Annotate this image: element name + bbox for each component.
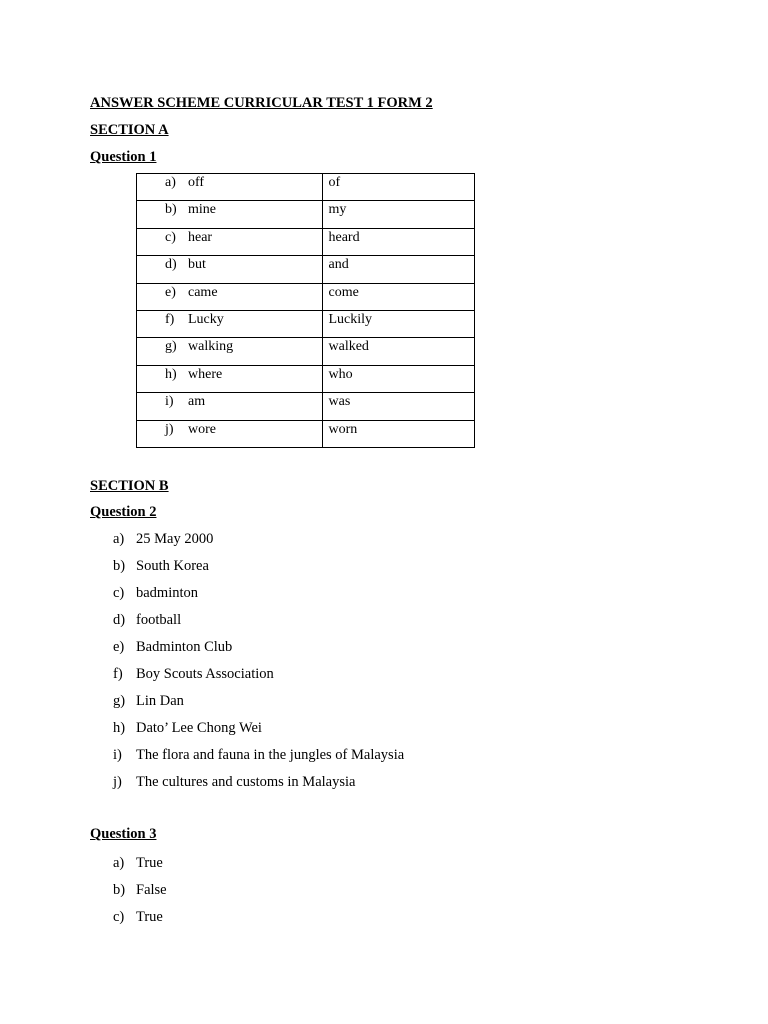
table-row [137, 283, 475, 310]
error-word: wore [188, 421, 216, 437]
table-row [137, 310, 475, 337]
correction-cell: who [322, 365, 475, 392]
list-item [113, 584, 404, 611]
item-letter: d) [113, 612, 126, 628]
error-word: but [188, 257, 206, 273]
list-item [113, 665, 404, 692]
item-letter: j) [165, 421, 174, 437]
correction-cell: walked [322, 338, 475, 365]
item-letter: d) [165, 257, 177, 273]
error-word: Lucky [188, 311, 224, 327]
answer-text: 25 May 2000 [136, 531, 214, 547]
item-letter: h) [165, 366, 177, 382]
error-word: where [188, 366, 223, 382]
answer-text: South Korea [136, 558, 209, 574]
error-cell [137, 420, 323, 447]
table-row [137, 201, 475, 228]
correction-cell: and [322, 256, 475, 283]
correction-cell: of [322, 174, 475, 201]
item-letter: g) [113, 693, 126, 709]
answer-text: Boy Scouts Association [136, 666, 274, 682]
list-item [113, 719, 404, 746]
item-letter: i) [113, 747, 122, 763]
answer-text: True [136, 909, 163, 925]
question-2-answers [113, 530, 404, 800]
error-cell [137, 310, 323, 337]
error-cell [137, 228, 323, 255]
item-letter: a) [165, 175, 176, 190]
item-letter: f) [113, 666, 123, 682]
list-item [113, 881, 167, 908]
item-letter: b) [113, 558, 126, 574]
list-item [113, 908, 167, 935]
error-word: hear [188, 229, 213, 245]
item-letter: a) [113, 855, 125, 871]
item-letter: b) [113, 882, 126, 898]
table-row [137, 228, 475, 255]
item-letter: h) [113, 720, 126, 736]
question-3-answers [113, 854, 167, 935]
item-letter: c) [113, 585, 125, 601]
section-b-heading: SECTION B [90, 478, 169, 494]
answer-text: Badminton Club [136, 639, 233, 655]
correction-cell: my [322, 201, 475, 228]
error-cell [137, 256, 323, 283]
correction-cell: worn [322, 420, 475, 447]
answer-text: football [136, 612, 182, 628]
answer-text: badminton [136, 585, 199, 601]
item-letter: a) [113, 531, 125, 547]
list-item [113, 530, 404, 557]
table-row [137, 256, 475, 283]
error-cell [137, 201, 323, 228]
question-3-heading: Question 3 [90, 826, 157, 842]
item-letter: b) [165, 202, 177, 218]
question-2-heading: Question 2 [90, 504, 157, 520]
answer-text: Dato’ Lee Chong Wei [136, 720, 262, 736]
answer-text: False [136, 882, 167, 898]
list-item [113, 557, 404, 584]
section-a-heading: SECTION A [90, 122, 169, 138]
list-item [113, 611, 404, 638]
correction-cell: Luckily [322, 310, 475, 337]
correction-cell: come [322, 283, 475, 310]
error-cell [137, 365, 323, 392]
list-item [113, 746, 404, 773]
item-letter: j) [113, 774, 122, 790]
answer-text: The cultures and customs in Malaysia [136, 774, 356, 790]
list-item [113, 692, 404, 719]
list-item [113, 854, 167, 881]
answer-text: The flora and fauna in the jungles of Malaysia [136, 747, 405, 763]
answer-text: Lin Dan [136, 693, 184, 709]
item-letter: i) [165, 394, 174, 410]
table-row [137, 365, 475, 392]
error-cell [137, 338, 323, 365]
error-word: walking [188, 339, 234, 355]
correction-cell: heard [322, 228, 475, 255]
error-cell [137, 174, 323, 201]
error-word: off [188, 175, 205, 190]
error-word: am [188, 394, 206, 410]
item-letter: f) [165, 311, 175, 327]
answer-text: True [136, 855, 163, 871]
table-row [137, 420, 475, 447]
item-letter: e) [165, 284, 176, 300]
question-1-table [136, 173, 475, 448]
item-letter: c) [113, 909, 125, 925]
question-1-heading: Question 1 [90, 149, 157, 165]
item-letter: g) [165, 339, 177, 355]
list-item [113, 773, 404, 800]
table-row [137, 338, 475, 365]
correction-cell: was [322, 393, 475, 420]
item-letter: c) [165, 229, 176, 245]
error-cell [137, 393, 323, 420]
table-row [137, 174, 475, 201]
list-item [113, 638, 404, 665]
error-word: came [188, 284, 218, 300]
error-word: mine [188, 202, 216, 218]
item-letter: e) [113, 639, 125, 655]
document-title: ANSWER SCHEME CURRICULAR TEST 1 FORM 2 [90, 95, 433, 111]
table-row [137, 393, 475, 420]
error-cell [137, 283, 323, 310]
